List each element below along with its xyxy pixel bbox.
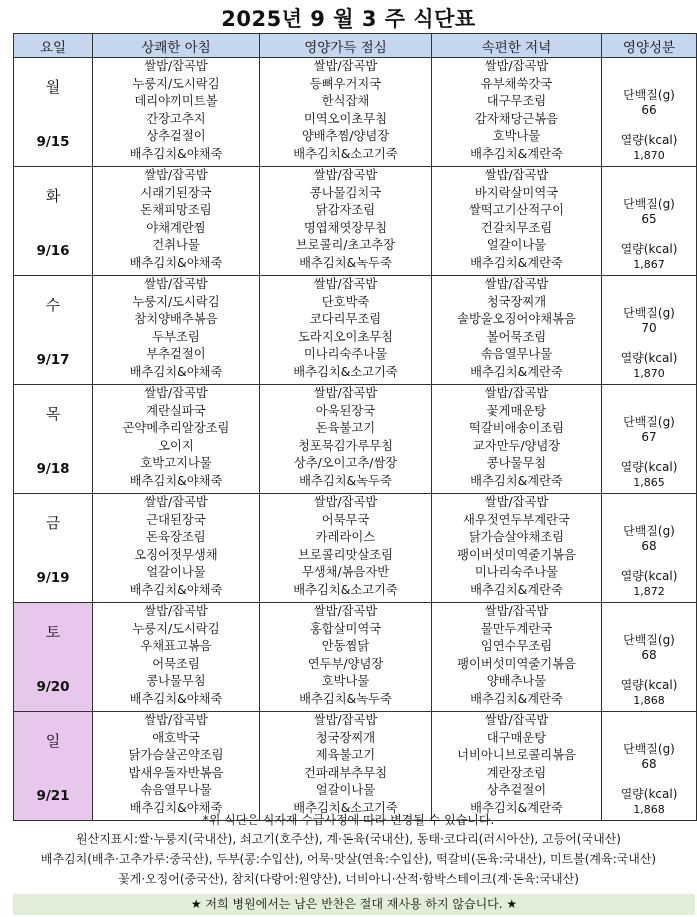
calorie-value: 1,865 bbox=[633, 476, 665, 489]
menu-item: 닭가슴살곤약조림 bbox=[128, 748, 224, 762]
menu-item: 누룽지/도시락김 bbox=[132, 621, 220, 636]
menu-item: 쌀밥/잡곡밥 bbox=[313, 604, 378, 618]
menu-item: 배추김치&야채죽 bbox=[129, 473, 223, 488]
menu-item: 호박나물 bbox=[321, 674, 370, 688]
menu-item: 계란실파국 bbox=[146, 403, 206, 418]
menu-item: 오징어젓무생채 bbox=[134, 547, 218, 562]
menu-item: 쌀밥/잡곡밥 bbox=[484, 604, 549, 618]
menu-item: 코다리무조림 bbox=[309, 312, 382, 326]
menu-item: 배추김치&계란죽 bbox=[470, 364, 563, 379]
lunch-cell bbox=[260, 712, 432, 821]
note-origin-1: 원산지표시:쌀·누룽지(국내산), 쇠고기(호주산), 계·돈육(국내산), 동태·코다리(러시아산), 고등어(국내산) bbox=[76, 832, 621, 846]
lunch-cell bbox=[260, 603, 432, 712]
protein-value: 68 bbox=[641, 539, 657, 553]
menu-item: 배추김치&야채죽 bbox=[129, 691, 223, 706]
lunch-cell bbox=[260, 385, 432, 494]
day-name: 화 bbox=[45, 187, 61, 205]
calorie-label: 열량(kcal) bbox=[620, 569, 678, 583]
calorie-label: 열량(kcal) bbox=[620, 133, 678, 147]
menu-item: 누룽지/도시락김 bbox=[132, 294, 220, 309]
calorie-label: 열량(kcal) bbox=[620, 242, 678, 256]
dinner-cell bbox=[432, 712, 602, 821]
day-name: 일 bbox=[45, 732, 61, 750]
menu-item: 쌀밥/잡곡밥 bbox=[144, 495, 208, 509]
menu-item: 도라지오이초무침 bbox=[297, 329, 394, 344]
menu-item: 안동찜닭 bbox=[321, 639, 370, 653]
menu-item: 돈육장조림 bbox=[146, 530, 206, 544]
menu-item: 쌀밥/잡곡밥 bbox=[144, 713, 208, 727]
menu-item: 배추김치&계란죽 bbox=[470, 473, 563, 488]
menu-item: 상추겉절이 bbox=[146, 129, 206, 143]
day-date: 9/18 bbox=[36, 461, 70, 477]
table-row bbox=[14, 712, 697, 821]
menu-item: 쌀밥/잡곡밥 bbox=[313, 59, 378, 73]
menu-item: 배추김치&소고기죽 bbox=[293, 582, 398, 597]
menu-item: 유부채쑥갓국 bbox=[480, 76, 553, 91]
day-date: 9/20 bbox=[36, 679, 70, 695]
menu-item: 건취나물 bbox=[152, 238, 200, 252]
menu-item: 쌀밥/잡곡밥 bbox=[144, 277, 208, 291]
breakfast-items bbox=[93, 385, 259, 490]
menu-item: 청국장찌개 bbox=[315, 730, 376, 745]
menu-item: 볼어묵조림 bbox=[486, 329, 547, 344]
menu-item: 얼갈이나물 bbox=[486, 238, 547, 252]
menu-item: 닭가슴살야채조림 bbox=[468, 530, 565, 544]
menu-item: 밥새우돌자반볶음 bbox=[128, 765, 224, 780]
dinner-cell bbox=[432, 58, 602, 167]
day-name: 금 bbox=[45, 514, 61, 532]
dinner-items bbox=[432, 603, 601, 708]
menu-item: 등뼈우거지국 bbox=[309, 76, 382, 91]
dinner-items bbox=[432, 712, 601, 817]
no-reuse-banner: ★ 저희 병원에서는 남은 반찬은 절대 재사용 하지 않습니다. ★ bbox=[13, 894, 695, 915]
day-date: 9/16 bbox=[36, 243, 70, 259]
menu-item: 어묵무국 bbox=[321, 512, 370, 527]
menu-item: 부추겉절이 bbox=[146, 347, 206, 361]
menu-item: 배추김치&녹두죽 bbox=[299, 255, 392, 270]
menu-item: 미나리숙주나물 bbox=[303, 347, 388, 361]
menu-item: 건갈치무조림 bbox=[480, 220, 553, 235]
breakfast-cell bbox=[93, 167, 260, 276]
dinner-cell bbox=[432, 276, 602, 385]
protein-value: 67 bbox=[641, 430, 657, 444]
menu-item: 배추김치&소고기죽 bbox=[293, 800, 398, 815]
menu-item: 배추김치&계란죽 bbox=[470, 691, 563, 706]
menu-item: 야채계란찜 bbox=[146, 220, 206, 235]
lunch-items bbox=[260, 712, 431, 817]
protein-label: 단백질(g) bbox=[623, 197, 675, 211]
meal-plan-table bbox=[13, 33, 697, 821]
table-row bbox=[14, 603, 697, 712]
lunch-items bbox=[260, 494, 431, 599]
menu-item: 카레라이스 bbox=[315, 530, 376, 544]
dinner-cell bbox=[432, 494, 602, 603]
table-row bbox=[14, 58, 697, 167]
protein-value: 65 bbox=[641, 212, 657, 226]
dinner-cell bbox=[432, 167, 602, 276]
protein-label: 단백질(g) bbox=[623, 742, 675, 756]
breakfast-cell bbox=[93, 385, 260, 494]
menu-item: 쌀밥/잡곡밥 bbox=[144, 604, 208, 618]
breakfast-cell bbox=[93, 603, 260, 712]
menu-item: 데리야끼미트볼 bbox=[134, 94, 218, 108]
menu-item: 명엽채엿장무침 bbox=[303, 220, 388, 235]
table-row bbox=[14, 494, 697, 603]
calorie-value: 1,870 bbox=[633, 367, 665, 380]
lunch-items bbox=[260, 276, 431, 381]
protein-label: 단백질(g) bbox=[623, 88, 675, 102]
day-cell bbox=[14, 167, 93, 276]
menu-item: 대구무조림 bbox=[486, 94, 547, 108]
calorie-value: 1,872 bbox=[633, 585, 665, 598]
lunch-cell bbox=[260, 276, 432, 385]
menu-item: 계란장조림 bbox=[486, 765, 547, 780]
protein-label: 단백질(g) bbox=[623, 524, 675, 538]
menu-item: 미나리숙주나물 bbox=[474, 565, 559, 579]
notes-section bbox=[0, 811, 697, 889]
menu-item: 떡갈비애송이조림 bbox=[468, 421, 565, 435]
day-name: 토 bbox=[45, 623, 61, 641]
protein-value: 68 bbox=[641, 648, 657, 662]
menu-item: 근대된장국 bbox=[146, 512, 206, 527]
calorie-label: 열량(kcal) bbox=[620, 787, 678, 801]
menu-item: 돈육불고기 bbox=[315, 421, 376, 435]
menu-item: 얼갈이나물 bbox=[146, 565, 206, 579]
breakfast-items bbox=[93, 58, 259, 163]
lunch-items bbox=[260, 167, 431, 272]
lunch-cell bbox=[260, 494, 432, 603]
menu-item: 건파래부추무침 bbox=[303, 765, 388, 780]
menu-item: 쌀밥/잡곡밥 bbox=[484, 277, 549, 291]
menu-item: 배추김치&계란죽 bbox=[470, 146, 563, 161]
menu-item: 호박나물 bbox=[492, 129, 541, 143]
breakfast-cell bbox=[93, 712, 260, 821]
day-date: 9/21 bbox=[36, 788, 70, 804]
menu-item: 쌀밥/잡곡밥 bbox=[144, 59, 208, 73]
header-dinner: 속편한 저녁 bbox=[432, 34, 602, 58]
menu-item: 배추김치&소고기죽 bbox=[293, 364, 398, 379]
nutrition-cell bbox=[602, 276, 697, 385]
menu-item: 쌀밥/잡곡밥 bbox=[313, 277, 378, 291]
menu-item: 상추/오이고추/쌈장 bbox=[293, 456, 398, 470]
menu-item: 무생채/볶음자반 bbox=[301, 565, 390, 579]
menu-item: 솔방울오징어야채볶음 bbox=[457, 312, 576, 326]
menu-item: 우채표고볶음 bbox=[140, 639, 212, 653]
menu-item: 배추김치&녹두죽 bbox=[299, 691, 392, 706]
menu-item: 미역오이초무침 bbox=[303, 111, 388, 126]
breakfast-items bbox=[93, 167, 259, 272]
menu-item: 배추김치&야채죽 bbox=[129, 255, 223, 270]
breakfast-items bbox=[93, 276, 259, 381]
dinner-items bbox=[432, 167, 601, 272]
protein-value: 70 bbox=[641, 321, 657, 335]
menu-item: 콩나물무침 bbox=[486, 456, 547, 470]
menu-item: 쌀밥/잡곡밥 bbox=[484, 59, 549, 73]
menu-item: 애호박국 bbox=[152, 730, 200, 745]
dinner-cell bbox=[432, 603, 602, 712]
calorie-label: 열량(kcal) bbox=[620, 460, 678, 474]
nutrition-cell bbox=[602, 603, 697, 712]
menu-item: 배추김치&야채죽 bbox=[129, 800, 223, 815]
day-name: 월 bbox=[45, 78, 61, 96]
menu-item: 팽이버섯미역줄기볶음 bbox=[457, 547, 576, 562]
dinner-items bbox=[432, 494, 601, 599]
menu-item: 대구매운탕 bbox=[486, 730, 547, 745]
menu-item: 누룽지/도시락김 bbox=[132, 76, 220, 91]
note-origin-3: 꽃게·오징어(중국산), 참치(다랑어:원양산), 너비아니·산적·함박스테이크(계·돈육:국내산) bbox=[118, 872, 579, 886]
breakfast-items bbox=[93, 494, 259, 599]
menu-item: 쌀떡고기산적구이 bbox=[468, 203, 565, 217]
breakfast-cell bbox=[93, 276, 260, 385]
menu-item: 팽이버섯미역줄기볶음 bbox=[457, 656, 576, 671]
day-name: 목 bbox=[45, 405, 61, 423]
menu-item: 배추김치&계란죽 bbox=[470, 800, 563, 815]
menu-item: 돈채피망조림 bbox=[140, 203, 212, 217]
calorie-label: 열량(kcal) bbox=[620, 678, 678, 692]
menu-item: 너비아니브로콜리볶음 bbox=[457, 748, 576, 762]
menu-item: 쌀밥/잡곡밥 bbox=[313, 386, 378, 400]
day-cell bbox=[14, 712, 93, 821]
menu-item: 쌀밥/잡곡밥 bbox=[484, 495, 549, 509]
menu-item: 쌀밥/잡곡밥 bbox=[484, 168, 549, 182]
menu-item: 호박고지나물 bbox=[140, 456, 212, 470]
menu-item: 솎음열무나물 bbox=[480, 347, 553, 361]
menu-item: 배추김치&소고기죽 bbox=[293, 146, 398, 161]
calorie-value: 1,867 bbox=[633, 258, 665, 271]
nutrition-cell bbox=[602, 167, 697, 276]
menu-item: 쌀밥/잡곡밥 bbox=[484, 386, 549, 400]
menu-item: 브로콜리맛살조림 bbox=[297, 547, 394, 562]
menu-item: 물만두계란국 bbox=[480, 621, 553, 636]
menu-item: 얼갈이나물 bbox=[315, 783, 376, 797]
day-cell bbox=[14, 385, 93, 494]
menu-item: 쌀밥/잡곡밥 bbox=[484, 713, 549, 727]
breakfast-items bbox=[93, 603, 259, 708]
menu-item: 오이지 bbox=[158, 438, 194, 453]
lunch-cell bbox=[260, 58, 432, 167]
menu-item: 배추김치&녹두죽 bbox=[299, 473, 392, 488]
table-row bbox=[14, 167, 697, 276]
menu-item: 곤약메추리알장조림 bbox=[122, 421, 230, 435]
menu-item: 꽃게매운탕 bbox=[486, 403, 547, 418]
header-lunch: 영양가득 점심 bbox=[260, 34, 432, 58]
menu-item: 쌀밥/잡곡밥 bbox=[144, 168, 208, 182]
menu-item: 쌀밥/잡곡밥 bbox=[313, 495, 378, 509]
menu-item: 배추김치&계란죽 bbox=[470, 582, 563, 597]
menu-item: 새우젓연두부계란국 bbox=[463, 512, 570, 527]
lunch-items bbox=[260, 603, 431, 708]
breakfast-cell bbox=[93, 494, 260, 603]
day-cell bbox=[14, 603, 93, 712]
day-cell bbox=[14, 58, 93, 167]
table-row bbox=[14, 385, 697, 494]
breakfast-cell bbox=[93, 58, 260, 167]
note-change-notice: *위 식단은 식자재 수급사정에 따라 변경될 수 있습니다. bbox=[202, 813, 495, 827]
protein-label: 단백질(g) bbox=[623, 306, 675, 320]
protein-value: 68 bbox=[641, 757, 657, 771]
lunch-cell bbox=[260, 167, 432, 276]
menu-item: 배추김치&야채죽 bbox=[129, 146, 223, 161]
calorie-value: 1,868 bbox=[633, 803, 665, 816]
menu-item: 연두부/양념장 bbox=[307, 656, 384, 671]
day-date: 9/17 bbox=[36, 352, 70, 368]
menu-item: 간장고추지 bbox=[146, 111, 206, 126]
day-date: 9/19 bbox=[36, 570, 70, 586]
menu-item: 콩나물무침 bbox=[146, 674, 206, 688]
menu-item: 아욱된장국 bbox=[315, 403, 376, 418]
breakfast-items bbox=[93, 712, 259, 817]
lunch-items bbox=[260, 58, 431, 163]
table-header-row bbox=[14, 34, 697, 58]
calorie-label: 열량(kcal) bbox=[620, 351, 678, 365]
menu-item: 두부조림 bbox=[152, 329, 200, 344]
note-origin-2: 배추김치(배추·고추가루:중국산), 두부(콩:수입산), 어묵·맛살(연육:수입산), 떡갈비(돈육:국내산), 미트볼(계육:국내산) bbox=[40, 852, 657, 866]
lunch-items bbox=[260, 385, 431, 490]
menu-item: 청국장찌개 bbox=[486, 294, 547, 309]
menu-item: 배추김치&야채죽 bbox=[129, 582, 223, 597]
menu-item: 쌀밥/잡곡밥 bbox=[144, 386, 208, 400]
calorie-value: 1,868 bbox=[633, 694, 665, 707]
menu-item: 단호박죽 bbox=[321, 294, 370, 309]
day-date: 9/15 bbox=[36, 134, 70, 150]
nutrition-cell bbox=[602, 494, 697, 603]
protein-label: 단백질(g) bbox=[623, 633, 675, 647]
nutrition-cell bbox=[602, 712, 697, 821]
menu-item: 닭감자조림 bbox=[315, 203, 376, 217]
dinner-items bbox=[432, 58, 601, 163]
menu-item: 홍합살미역국 bbox=[309, 621, 382, 636]
menu-item: 어묵조림 bbox=[152, 656, 200, 671]
calorie-value: 1,870 bbox=[633, 149, 665, 162]
menu-item: 제육불고기 bbox=[315, 748, 376, 762]
menu-item: 임연수무조림 bbox=[480, 639, 553, 653]
menu-item: 양배추나물 bbox=[486, 674, 547, 688]
menu-item: 상추겉절이 bbox=[486, 783, 547, 797]
page-title: 2025년 9 월 3 주 식단표 bbox=[221, 7, 476, 31]
menu-item: 교자만두/양념장 bbox=[472, 438, 561, 453]
menu-item: 콩나물김치국 bbox=[309, 185, 382, 200]
table-row bbox=[14, 276, 697, 385]
menu-item: 쌀밥/잡곡밥 bbox=[313, 168, 378, 182]
menu-item: 한식잡채 bbox=[321, 94, 370, 108]
nutrition-cell bbox=[602, 385, 697, 494]
menu-item: 배추김치&계란죽 bbox=[470, 255, 563, 270]
nutrition-cell bbox=[602, 58, 697, 167]
menu-item: 바지락살미역국 bbox=[474, 185, 559, 200]
protein-label: 단백질(g) bbox=[623, 415, 675, 429]
menu-item: 청포묵김가루무침 bbox=[297, 438, 394, 453]
menu-item: 시래기된장국 bbox=[140, 185, 212, 200]
day-name: 수 bbox=[45, 296, 61, 314]
menu-item: 브로콜리/초고추장 bbox=[295, 238, 396, 252]
dinner-items bbox=[432, 385, 601, 490]
menu-item: 쌀밥/잡곡밥 bbox=[313, 713, 378, 727]
menu-item: 배추김치&야채죽 bbox=[129, 364, 223, 379]
dinner-cell bbox=[432, 385, 602, 494]
header-day: 요일 bbox=[14, 34, 93, 58]
menu-item: 감자채당근볶음 bbox=[474, 111, 559, 126]
header-breakfast: 상쾌한 아침 bbox=[93, 34, 260, 58]
day-cell bbox=[14, 494, 93, 603]
dinner-items bbox=[432, 276, 601, 381]
menu-item: 솎음열무나물 bbox=[140, 783, 212, 797]
protein-value: 66 bbox=[641, 103, 657, 117]
header-nutrition: 영양성분 bbox=[602, 34, 697, 58]
menu-item: 참치양배추볶음 bbox=[134, 312, 218, 326]
menu-item: 양배추찜/양념장 bbox=[301, 129, 390, 143]
day-cell bbox=[14, 276, 93, 385]
